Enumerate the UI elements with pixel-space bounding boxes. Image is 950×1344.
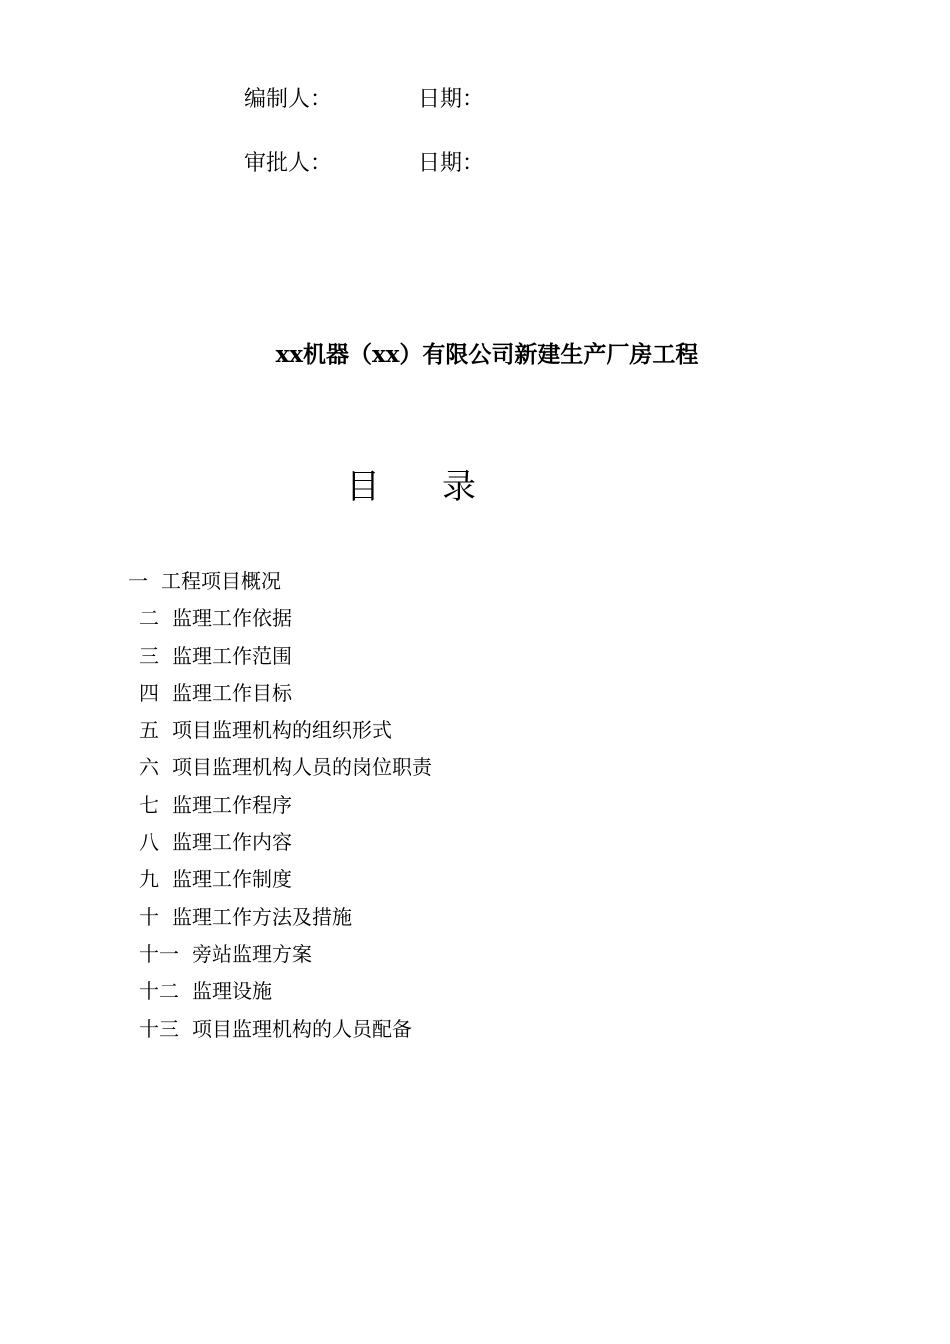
toc-item-text: 监理工作目标 [172,680,292,705]
toc-item[interactable] [128,638,432,675]
toc-item-text: 项目监理机构人员的岗位职责 [172,755,432,780]
toc-item-number: 八 [139,830,159,855]
toc-item-number: 四 [139,680,159,705]
approver-date-label: 日期： [418,151,485,176]
toc-title: 目录 [346,467,538,507]
toc-item-text: 项目监理机构的组织形式 [172,718,392,743]
toc-item-text: 监理工作程序 [172,792,292,817]
toc-item[interactable] [128,861,432,898]
toc-item-text: 监理工作方法及措施 [172,904,352,929]
toc-item-number: 六 [139,755,159,780]
toc-item-text: 监理设施 [192,979,272,1004]
toc-item[interactable] [128,787,432,824]
toc-item[interactable] [128,749,432,786]
compiler-signature-row [244,86,484,114]
toc-item-number: 十 [139,904,159,929]
table-of-contents [128,563,432,1048]
toc-item-number: 一 [128,569,148,593]
toc-item-number: 九 [139,867,159,892]
toc-item[interactable] [128,600,432,637]
toc-item-number: 十一 [139,941,179,966]
toc-item[interactable] [128,675,432,712]
toc-item-number: 十二 [139,979,179,1004]
toc-item[interactable] [128,899,432,936]
toc-item[interactable] [128,973,432,1010]
toc-item[interactable] [128,563,432,600]
approver-label: 审批人： [244,151,333,176]
toc-item-text: 监理工作制度 [172,867,292,892]
approver-signature-row [244,150,484,178]
project-title: xx机器（xx）有限公司新建生产厂房工程 [275,341,699,368]
toc-item-text: 项目监理机构的人员配备 [192,1016,412,1041]
toc-item[interactable] [128,712,432,749]
toc-item-text: 监理工作依据 [172,606,292,631]
toc-item[interactable] [128,936,432,973]
compiler-date-label: 日期： [418,87,485,112]
toc-item-number: 三 [139,643,159,668]
toc-item-text: 旁站监理方案 [192,941,312,966]
toc-item-number: 二 [139,606,159,631]
toc-item[interactable] [128,1011,432,1048]
toc-item-number: 五 [139,718,159,743]
toc-item-text: 监理工作范围 [172,643,292,668]
toc-item[interactable] [128,824,432,861]
compiler-label: 编制人： [244,87,333,112]
toc-item-number: 七 [139,792,159,817]
toc-item-text: 监理工作内容 [172,830,292,855]
toc-item-text: 工程项目概况 [161,569,281,593]
toc-item-number: 十三 [139,1016,179,1041]
